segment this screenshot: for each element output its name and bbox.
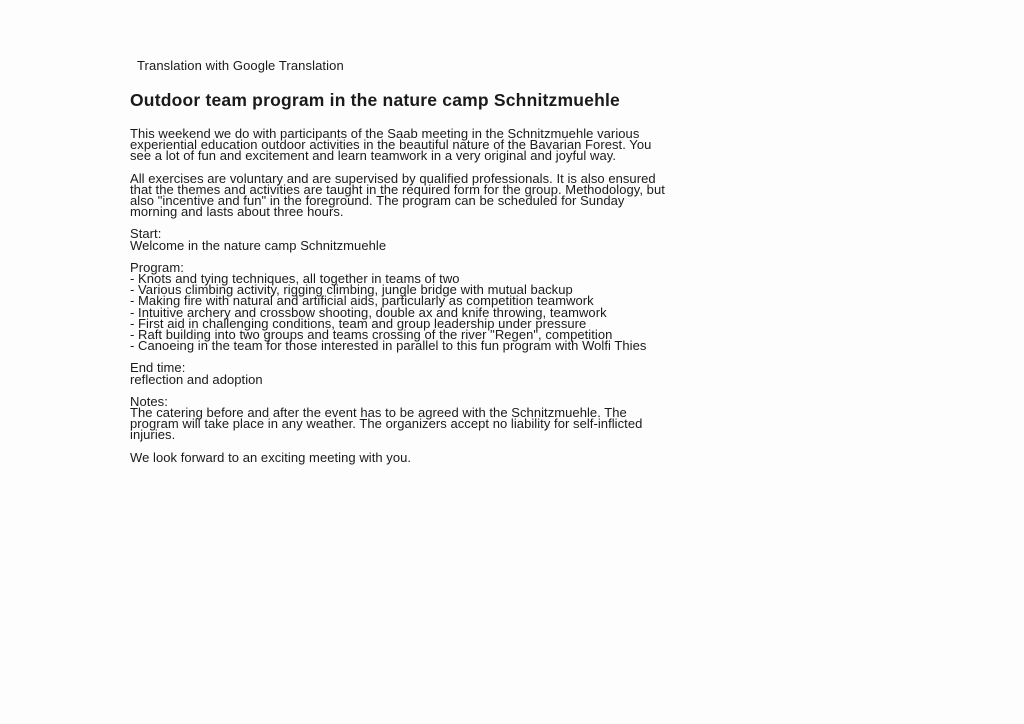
notes-line: injuries. — [130, 427, 176, 443]
page-title: Outdoor team program in the nature camp Schnitzmuehle — [130, 90, 620, 110]
start-label: Start: — [130, 226, 162, 242]
notes-label: Notes: — [130, 393, 168, 409]
program-item: - First aid in challenging conditions, team and group leadership under pressure — [130, 315, 587, 331]
start-text: Welcome in the nature camp Schnitzmuehle — [130, 237, 387, 253]
supervision-line: All exercises are voluntary and are supervised by qualified professionals. It is also ensured — [130, 170, 656, 186]
closing-text: We look forward to an exciting meeting with you. — [130, 449, 412, 465]
end-time-section — [130, 360, 910, 387]
translation-note: Translation with Google Translation — [137, 58, 344, 73]
supervision-line: that the themes and activities are taught in the required form for the group. Methodology, but — [130, 181, 665, 197]
supervision-paragraph — [130, 170, 910, 220]
notes-line: program will take place in any weather. The organizers accept no liability for self-inflicted — [130, 416, 643, 432]
closing-paragraph — [130, 449, 910, 465]
intro-line: experiential education outdoor activities in the beautiful nature of the Bavarian Forest. You — [130, 137, 652, 153]
program-item: - Raft building into two groups and teams crossing of the river "Regen", competition — [130, 327, 613, 343]
intro-line: see a lot of fun and excitement and learn teamwork in a very original and joyful way. — [130, 148, 616, 164]
supervision-line: also "incentive and fun" in the foreground. The program can be scheduled for Sunday — [130, 193, 625, 209]
program-item: - Intuitive archery and crossbow shooting, double ax and knife throwing, teamwork — [130, 304, 607, 320]
start-section — [130, 226, 910, 253]
intro-line: This weekend we do with participants of the Saab meeting in the Schnitzmuehle various — [130, 126, 640, 141]
program-label: Program: — [130, 259, 184, 275]
program-section — [130, 259, 910, 354]
supervision-line: morning and lasts about three hours. — [130, 204, 344, 220]
program-item: - Making fire with natural and artificial aids, particularly as competition teamwork — [130, 293, 594, 309]
end-time-label: End time: — [130, 360, 186, 376]
document-body — [130, 128, 910, 474]
notes-line: The catering before and after the event has to be agreed with the Schnitzmuehle. The — [130, 405, 627, 421]
end-time-text: reflection and adoption — [130, 371, 263, 387]
program-item: - Various climbing activity, rigging climbing, jungle bridge with mutual backup — [130, 282, 573, 298]
notes-section — [130, 393, 910, 443]
program-item: - Knots and tying techniques, all together in teams of two — [130, 271, 460, 287]
program-item: - Canoeing in the team for those interested in parallel to this fun program with Wolfi Thies — [130, 338, 647, 354]
intro-paragraph — [130, 128, 910, 162]
program-list — [130, 271, 910, 354]
